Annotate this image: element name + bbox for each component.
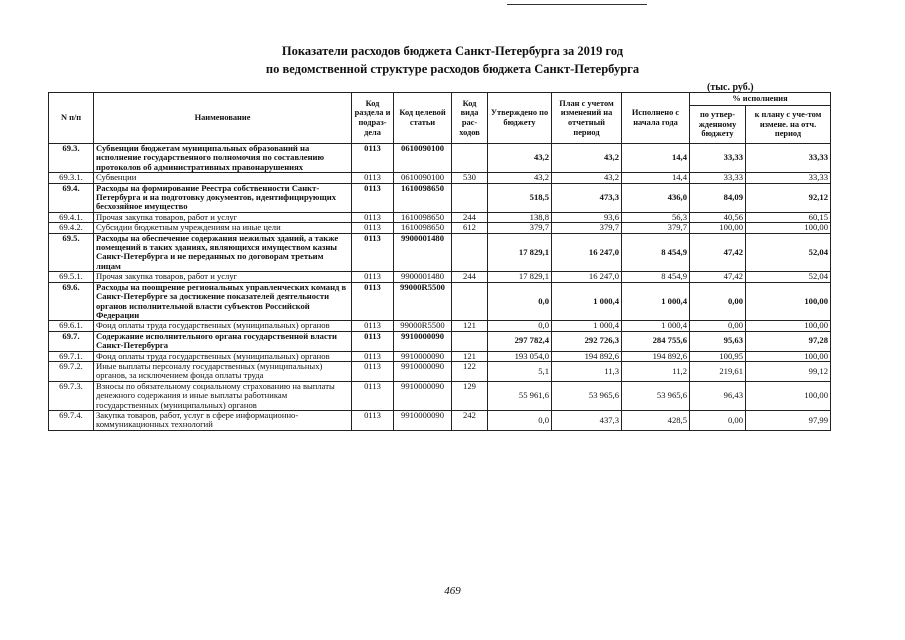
row-pct-plan: 99,12 <box>746 361 831 381</box>
row-approved: 518,5 <box>488 183 552 212</box>
row-expense-type: 242 <box>452 410 488 430</box>
row-executed: 14,4 <box>622 144 690 173</box>
row-plan: 93,6 <box>552 212 622 222</box>
table-row <box>49 381 831 410</box>
row-section-code: 0113 <box>352 144 394 173</box>
row-target-code: 0610090100 <box>394 144 452 173</box>
row-pct-approved: 219,61 <box>690 361 746 381</box>
row-number: 69.7.2. <box>49 361 94 381</box>
row-expense-type: 121 <box>452 321 488 331</box>
row-section-code: 0113 <box>352 381 394 410</box>
row-plan: 292 726,3 <box>552 331 622 351</box>
row-pct-plan: 100,00 <box>746 351 831 361</box>
row-approved: 138,8 <box>488 212 552 222</box>
page-number: 469 <box>444 585 461 597</box>
row-expense-type: 122 <box>452 361 488 381</box>
row-pct-approved: 33,33 <box>690 173 746 183</box>
row-pct-approved: 84,09 <box>690 183 746 212</box>
table-row <box>49 173 831 183</box>
header-section: Код раздела и подраз-дела <box>352 93 394 144</box>
row-name: Прочая закупка товаров, работ и услуг <box>94 272 352 282</box>
row-expense-type <box>452 331 488 351</box>
row-target-code: 9900001480 <box>394 272 452 282</box>
row-pct-approved: 47,42 <box>690 233 746 272</box>
row-executed: 436,0 <box>622 183 690 212</box>
row-expense-type: 244 <box>452 212 488 222</box>
row-name: Прочая закупка товаров, работ и услуг <box>94 212 352 222</box>
row-pct-plan: 97,28 <box>746 331 831 351</box>
row-executed: 8 454,9 <box>622 272 690 282</box>
header-plan: План с учетом изменений на отчетный период <box>552 93 622 144</box>
row-plan: 11,3 <box>552 361 622 381</box>
row-target-code: 99000R5500 <box>394 321 452 331</box>
table-row <box>49 272 831 282</box>
table-row <box>49 321 831 331</box>
row-target-code: 9910000090 <box>394 361 452 381</box>
header-executed: Исполнено с начала года <box>622 93 690 144</box>
row-pct-plan: 33,33 <box>746 144 831 173</box>
row-plan: 43,2 <box>552 144 622 173</box>
top-rule <box>507 4 647 5</box>
row-approved: 43,2 <box>488 173 552 183</box>
row-section-code: 0113 <box>352 361 394 381</box>
row-approved: 17 829,1 <box>488 233 552 272</box>
row-target-code: 9910000090 <box>394 351 452 361</box>
header-type: Код вида рас-ходов <box>452 93 488 144</box>
report-title-line1: Показатели расходов бюджета Санкт-Петербурга за 2019 год <box>281 44 624 58</box>
row-number: 69.6.1. <box>49 321 94 331</box>
row-plan: 43,2 <box>552 173 622 183</box>
row-section-code: 0113 <box>352 410 394 430</box>
row-approved: 5,1 <box>488 361 552 381</box>
row-number: 69.7.4. <box>49 410 94 430</box>
row-executed: 14,4 <box>622 173 690 183</box>
row-approved: 0,0 <box>488 410 552 430</box>
row-section-code: 0113 <box>352 282 394 321</box>
row-pct-plan: 100,00 <box>746 223 831 233</box>
row-pct-plan: 60,15 <box>746 212 831 222</box>
row-approved: 193 054,0 <box>488 351 552 361</box>
unit-label: (тыс. руб.) <box>707 82 754 93</box>
row-number: 69.5.1. <box>49 272 94 282</box>
header-num: N п/п <box>49 93 94 144</box>
table-row <box>49 212 831 222</box>
row-number: 69.4.2. <box>49 223 94 233</box>
table-row <box>49 144 831 173</box>
row-section-code: 0113 <box>352 272 394 282</box>
row-name: Расходы на поощрение региональных управленческих команд в Санкт-Петербурге за достижение показателей деятельности органов исполнительной власти субъектов Российской Федерации <box>94 282 352 321</box>
row-expense-type <box>452 183 488 212</box>
row-pct-approved: 0,00 <box>690 282 746 321</box>
header-target: Код целевой статьи <box>394 93 452 144</box>
row-target-code: 1610098650 <box>394 223 452 233</box>
row-plan: 1 000,4 <box>552 282 622 321</box>
row-approved: 0,0 <box>488 282 552 321</box>
row-name: Содержание исполнительного органа государственной власти Санкт-Петербурга <box>94 331 352 351</box>
row-executed: 53 965,6 <box>622 381 690 410</box>
row-pct-approved: 0,00 <box>690 321 746 331</box>
row-pct-approved: 40,56 <box>690 212 746 222</box>
row-pct-plan: 97,99 <box>746 410 831 430</box>
header-pct-plan: к плану с уче-том измене. на отч. период <box>746 106 831 144</box>
row-executed: 1 000,4 <box>622 321 690 331</box>
header-pct-approved: по утвер-жденному бюджету <box>690 106 746 144</box>
row-section-code: 0113 <box>352 212 394 222</box>
row-expense-type: 530 <box>452 173 488 183</box>
row-number: 69.7.3. <box>49 381 94 410</box>
row-name: Фонд оплаты труда государственных (муниципальных) органов <box>94 351 352 361</box>
row-name: Расходы на формирование Реестра собственности Санкт-Петербурга и на подготовку документов, идентифицирующих бесхозяйное имущество <box>94 183 352 212</box>
table-row <box>49 223 831 233</box>
row-expense-type <box>452 282 488 321</box>
row-number: 69.3.1. <box>49 173 94 183</box>
row-number: 69.6. <box>49 282 94 321</box>
row-pct-approved: 47,42 <box>690 272 746 282</box>
row-target-code: 1610098650 <box>394 212 452 222</box>
row-expense-type <box>452 144 488 173</box>
row-executed: 194 892,6 <box>622 351 690 361</box>
row-pct-approved: 100,00 <box>690 223 746 233</box>
row-pct-approved: 95,63 <box>690 331 746 351</box>
row-name: Закупка товаров, работ, услуг в сфере информационно-коммуникационных технологий <box>94 410 352 430</box>
row-expense-type: 129 <box>452 381 488 410</box>
row-executed: 284 755,6 <box>622 331 690 351</box>
row-number: 69.3. <box>49 144 94 173</box>
header-pct-group: % исполнения <box>690 93 831 106</box>
row-plan: 16 247,0 <box>552 233 622 272</box>
table-row <box>49 183 831 212</box>
row-section-code: 0113 <box>352 351 394 361</box>
row-pct-plan: 52,04 <box>746 233 831 272</box>
row-approved: 297 782,4 <box>488 331 552 351</box>
table-row <box>49 233 831 272</box>
row-approved: 43,2 <box>488 144 552 173</box>
row-plan: 1 000,4 <box>552 321 622 331</box>
row-executed: 11,2 <box>622 361 690 381</box>
row-pct-approved: 96,43 <box>690 381 746 410</box>
row-target-code: 9900001480 <box>394 233 452 272</box>
row-target-code: 9910000090 <box>394 381 452 410</box>
row-name: Расходы на обеспечение содержания нежилых зданий, а также помещений в таких зданиях, являющихся имуществом казны Санкт-Петербурга и не переданных по договорам третьим лицам <box>94 233 352 272</box>
row-target-code: 1610098650 <box>394 183 452 212</box>
row-pct-plan: 100,00 <box>746 282 831 321</box>
row-number: 69.4.1. <box>49 212 94 222</box>
row-number: 69.7.1. <box>49 351 94 361</box>
budget-table <box>48 92 831 431</box>
row-number: 69.7. <box>49 331 94 351</box>
row-pct-approved: 33,33 <box>690 144 746 173</box>
table-row <box>49 282 831 321</box>
row-plan: 379,7 <box>552 223 622 233</box>
row-pct-plan: 100,00 <box>746 381 831 410</box>
row-pct-approved: 100,95 <box>690 351 746 361</box>
row-plan: 473,3 <box>552 183 622 212</box>
row-approved: 55 961,6 <box>488 381 552 410</box>
row-expense-type: 121 <box>452 351 488 361</box>
row-name: Субвенции бюджетам муниципальных образований на исполнение государственного полномочия по составлению протоколов об административных правонарушениях <box>94 144 352 173</box>
row-pct-plan: 52,04 <box>746 272 831 282</box>
row-section-code: 0113 <box>352 183 394 212</box>
row-name: Фонд оплаты труда государственных (муниципальных) органов <box>94 321 352 331</box>
report-title-line2: по ведомственной структуре расходов бюджета Санкт-Петербурга <box>265 62 640 76</box>
row-section-code: 0113 <box>352 173 394 183</box>
row-plan: 194 892,6 <box>552 351 622 361</box>
row-target-code: 9910000090 <box>394 410 452 430</box>
row-target-code: 99000R5500 <box>394 282 452 321</box>
row-executed: 379,7 <box>622 223 690 233</box>
row-executed: 56,3 <box>622 212 690 222</box>
row-number: 69.5. <box>49 233 94 272</box>
row-name: Взносы по обязательному социальному страхованию на выплаты денежного содержания и иные выплаты работникам государственных (муниципальных) органов <box>94 381 352 410</box>
table-row <box>49 361 831 381</box>
row-plan: 437,3 <box>552 410 622 430</box>
row-name: Субвенции <box>94 173 352 183</box>
row-section-code: 0113 <box>352 321 394 331</box>
header-name: Наименование <box>94 93 352 144</box>
row-expense-type: 612 <box>452 223 488 233</box>
row-executed: 1 000,4 <box>622 282 690 321</box>
row-pct-plan: 92,12 <box>746 183 831 212</box>
table-row <box>49 331 831 351</box>
row-expense-type: 244 <box>452 272 488 282</box>
row-executed: 8 454,9 <box>622 233 690 272</box>
row-target-code: 9910000090 <box>394 331 452 351</box>
row-section-code: 0113 <box>352 233 394 272</box>
row-pct-plan: 100,00 <box>746 321 831 331</box>
row-approved: 379,7 <box>488 223 552 233</box>
row-expense-type <box>452 233 488 272</box>
row-name: Иные выплаты персоналу государственных (муниципальных) органов, за исключением фонда оплаты труда <box>94 361 352 381</box>
header-approved: Утверждено по бюджету <box>488 93 552 144</box>
row-plan: 16 247,0 <box>552 272 622 282</box>
row-target-code: 0610090100 <box>394 173 452 183</box>
row-pct-approved: 0,00 <box>690 410 746 430</box>
table-row <box>49 410 831 430</box>
row-pct-plan: 33,33 <box>746 173 831 183</box>
row-section-code: 0113 <box>352 331 394 351</box>
row-name: Субсидии бюджетным учреждениям на иные цели <box>94 223 352 233</box>
row-number: 69.4. <box>49 183 94 212</box>
row-approved: 0,0 <box>488 321 552 331</box>
row-plan: 53 965,6 <box>552 381 622 410</box>
row-section-code: 0113 <box>352 223 394 233</box>
row-approved: 17 829,1 <box>488 272 552 282</box>
table-row <box>49 351 831 361</box>
row-executed: 428,5 <box>622 410 690 430</box>
